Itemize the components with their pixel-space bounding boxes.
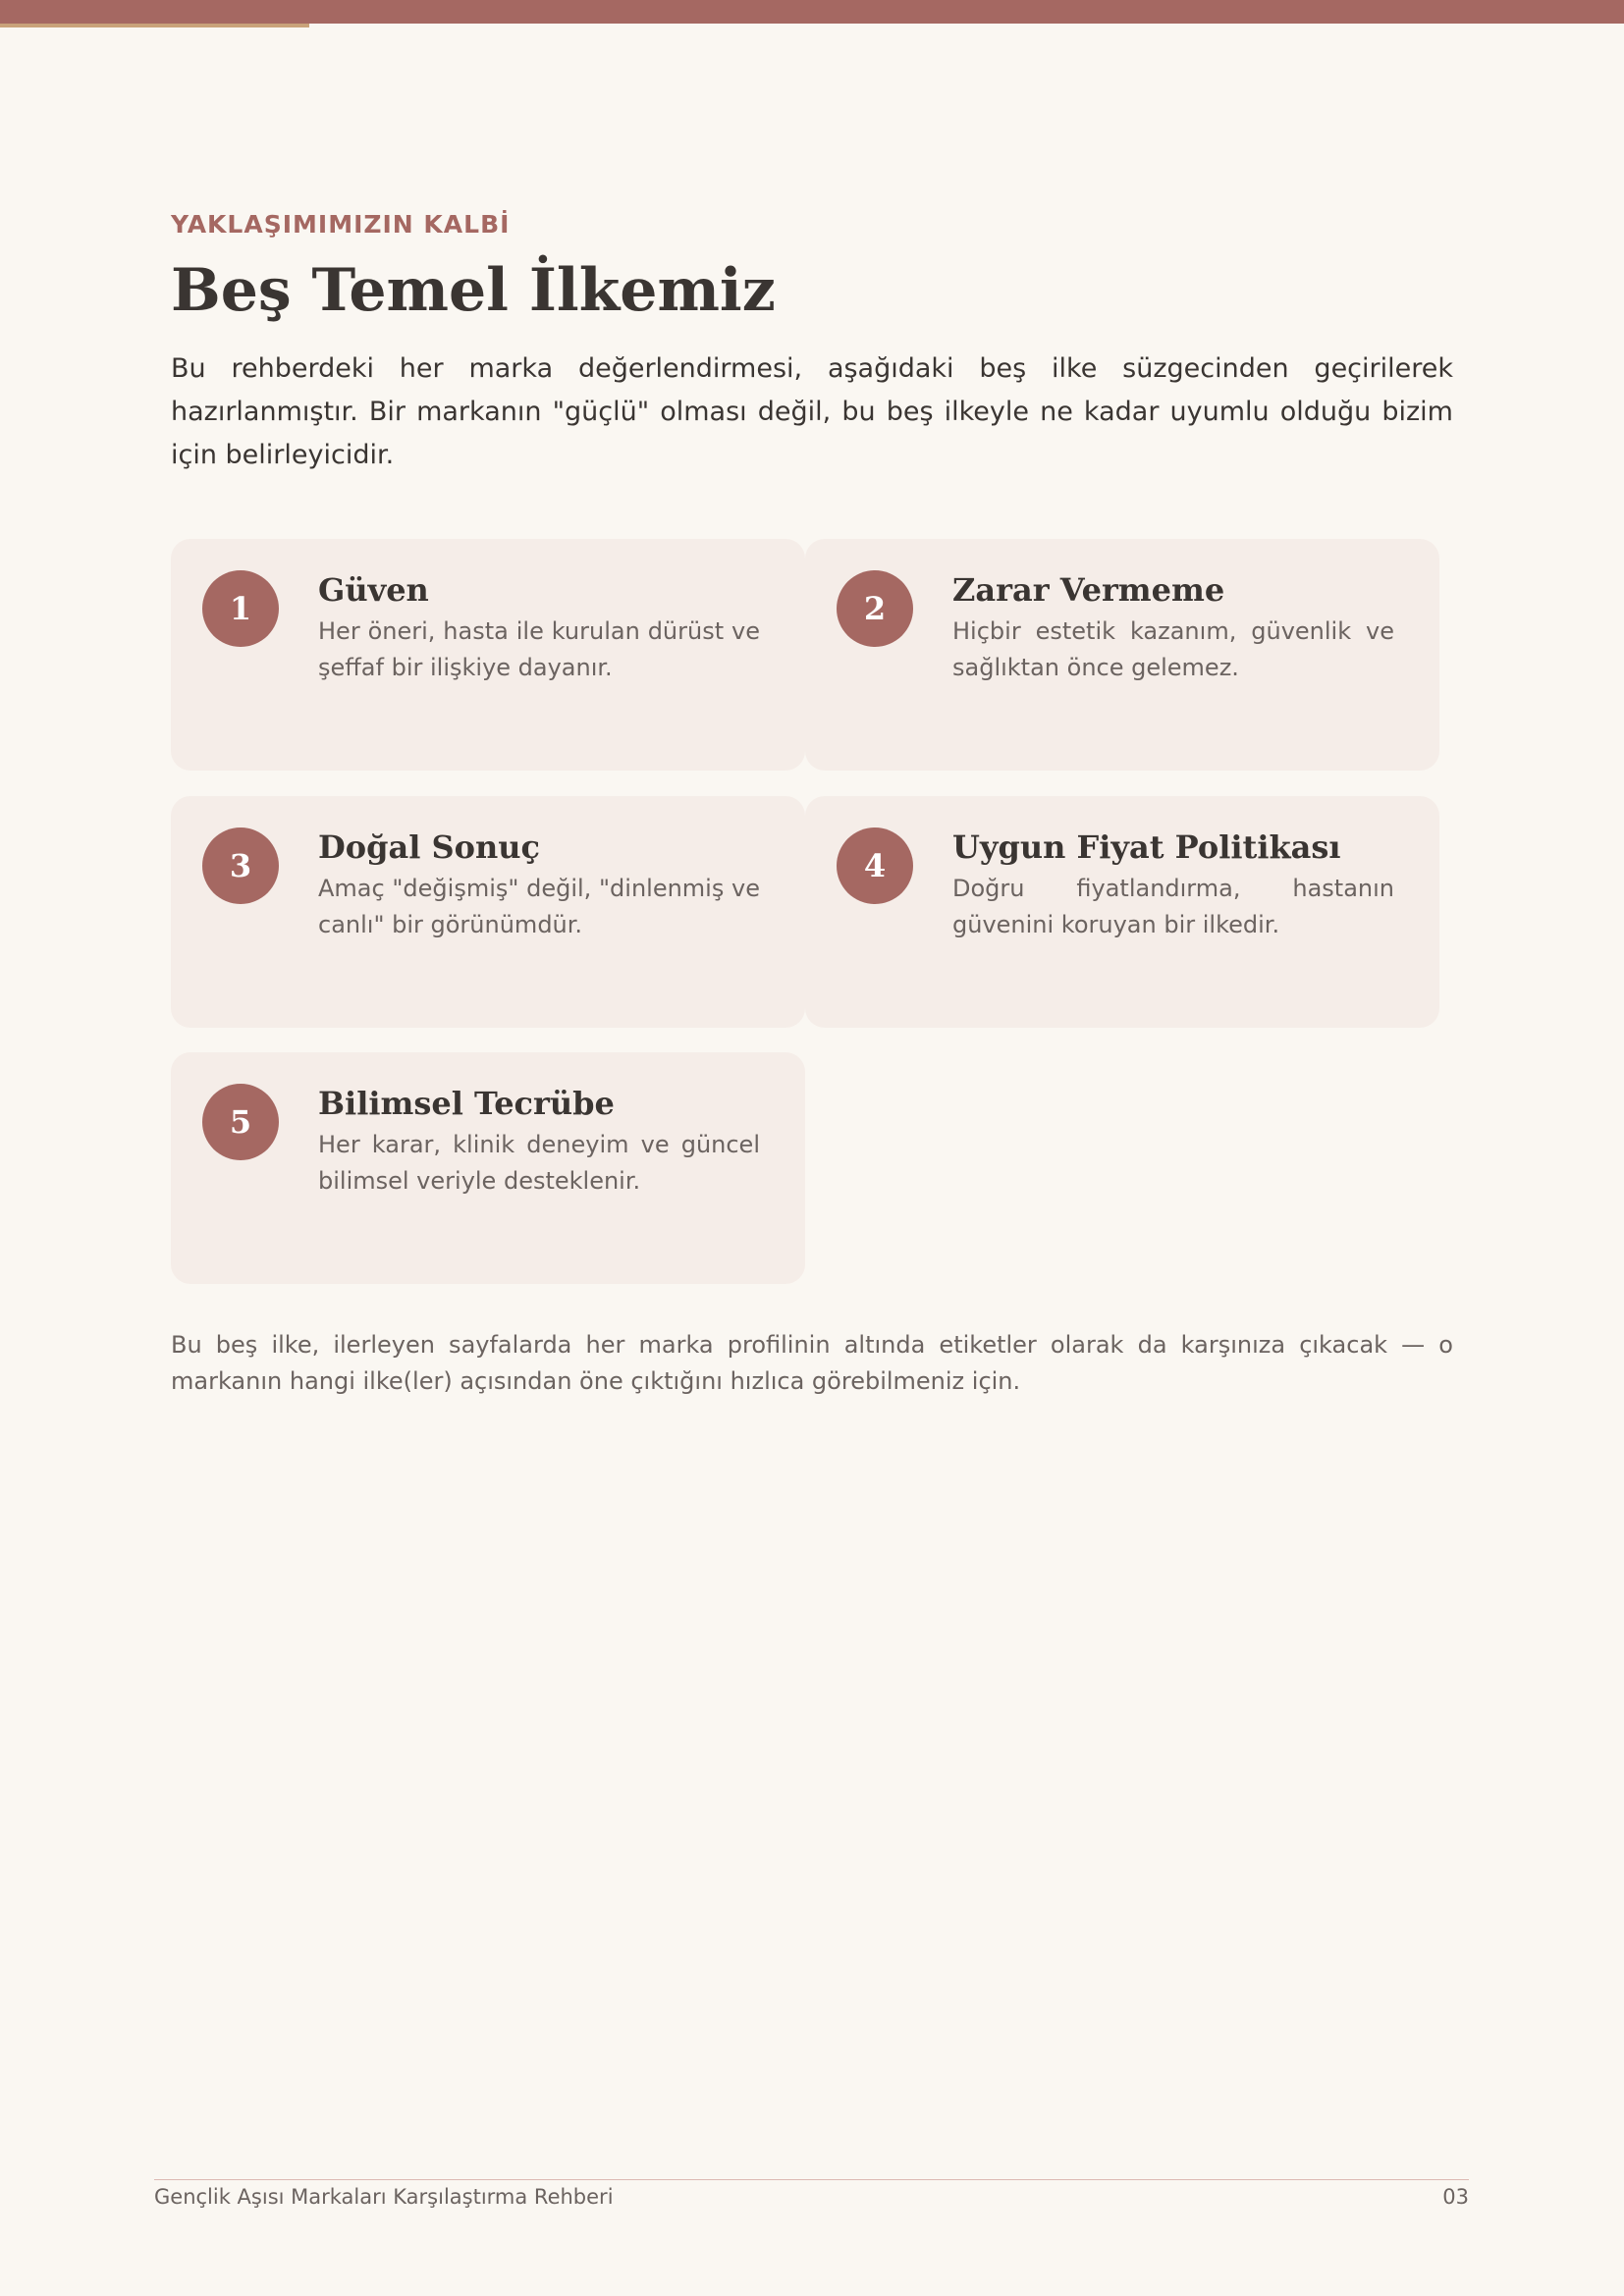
principle-card-3 <box>171 796 805 1028</box>
footer-page-number: 03 <box>1442 2185 1469 2209</box>
principle-description: Her öneri, hasta ile kurulan dürüst ve şeffaf bir ilişkiye dayanır. <box>318 617 760 681</box>
principle-title: Doğal Sonuç <box>318 828 540 866</box>
footer-document-title: Gençlik Aşısı Markaları Karşılaştırma Rehberi <box>154 2185 614 2209</box>
principle-card-4 <box>805 796 1439 1028</box>
principle-number-badge: 1 <box>202 570 279 647</box>
principles-note: Bu beş ilke, ilerleyen sayfalarda her marka profilinin altında etiketler olarak da karşınıza çıkacak — o markanın hangi ilke(ler) açısından öne çıktığını hızlıca görebilmeniz için. <box>171 1331 1453 1395</box>
principle-title: Uygun Fiyat Politikası <box>952 828 1341 866</box>
principle-description: Doğru fiyatlandırma, hastanın güvenini koruyan bir ilkedir. <box>952 875 1394 938</box>
principle-description: Amaç "değişmiş" değil, "dinlenmiş ve canlı" bir görünümdür. <box>318 875 760 938</box>
principle-card-1 <box>171 539 805 771</box>
principle-title: Güven <box>318 571 429 609</box>
page-title: Beş Temel İlkemiz <box>171 256 776 325</box>
top-accent-bar <box>0 0 1624 24</box>
footer-divider <box>154 2179 1469 2180</box>
principle-description: Hiçbir estetik kazanım, güvenlik ve sağlıktan önce gelemez. <box>952 617 1394 681</box>
section-eyebrow: YAKLAŞIMIMIZIN KALBİ <box>171 210 511 239</box>
principle-card-5 <box>171 1052 805 1284</box>
principle-number-badge: 5 <box>202 1084 279 1160</box>
top-accent-line <box>0 24 309 27</box>
principle-description: Her karar, klinik deneyim ve güncel bilimsel veriyle desteklenir. <box>318 1131 760 1195</box>
principle-title: Zarar Vermeme <box>952 571 1225 609</box>
principle-number-badge: 4 <box>837 828 913 904</box>
principle-card-2 <box>805 539 1439 771</box>
principle-number-badge: 2 <box>837 570 913 647</box>
principle-title: Bilimsel Tecrübe <box>318 1085 615 1122</box>
principle-number-badge: 3 <box>202 828 279 904</box>
intro-paragraph: Bu rehberdeki her marka değerlendirmesi, aşağıdaki beş ilke süzgecinden geçirilerek hazırlanmıştır. Bir markanın "güçlü" olması değil, bu beş ilkeyle ne kadar uyumlu olduğu bizim için belirleyicidir. <box>171 353 1453 470</box>
